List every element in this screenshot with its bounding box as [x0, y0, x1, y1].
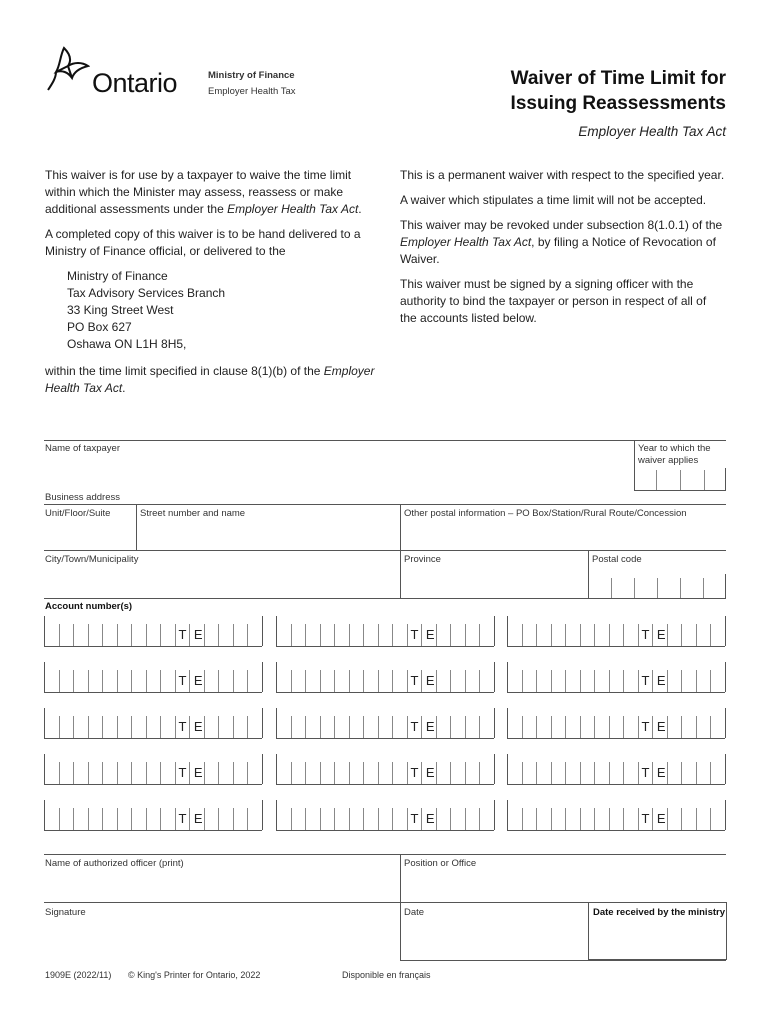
- account-number-field[interactable]: [44, 754, 262, 784]
- account-number-field[interactable]: [276, 662, 494, 692]
- te-suffix: T E: [410, 765, 437, 780]
- account-number-field[interactable]: [507, 800, 725, 830]
- postal-code-field[interactable]: [588, 574, 726, 598]
- instruction-time-limit: within the time limit specified in clause 8(1)(b) of the Employer Health Tax Act.: [45, 364, 375, 395]
- instructions-left: [45, 167, 375, 405]
- te-suffix: T E: [410, 719, 437, 734]
- te-suffix: T E: [641, 719, 668, 734]
- account-number-field[interactable]: [507, 662, 725, 692]
- other-postal-label: Other postal information – PO Box/Station/Rural Route/Concession: [404, 508, 687, 519]
- te-suffix: T E: [641, 673, 668, 688]
- mailing-address: Ministry of Finance Tax Advisory Services Branch 33 King Street West PO Box 627 Oshawa ON L1H 8H5,: [67, 269, 226, 351]
- postal-code-label: Postal code: [592, 554, 642, 565]
- form-title-line1: Waiver of Time Limit for: [510, 68, 726, 89]
- copyright: © King's Printer for Ontario, 2022: [128, 970, 261, 980]
- instruction-purpose: This waiver is for use by a taxpayer to waive the time limit within which the Minister may assess, reassess or make additional assessments under the Employer Health Tax Act.: [45, 168, 362, 216]
- year-label: Year to which the waiver applies: [638, 443, 711, 466]
- signature-field[interactable]: [44, 920, 400, 960]
- te-suffix: T E: [641, 765, 668, 780]
- account-number-field[interactable]: [507, 708, 725, 738]
- business-address-label: Business address: [45, 492, 120, 503]
- position-label: Position or Office: [404, 858, 477, 869]
- ontario-wordmark: Ontario: [92, 68, 178, 98]
- taxpayer-name-label: Name of taxpayer: [45, 443, 120, 454]
- french-availability: Disponible en français: [342, 970, 431, 980]
- form-title-line2: Issuing Reassessments: [510, 93, 726, 114]
- signature-label: Signature: [45, 907, 86, 918]
- ontario-logo: [44, 44, 194, 100]
- street-field[interactable]: [136, 522, 400, 550]
- trillium-icon: [44, 44, 90, 98]
- street-label: Street number and name: [140, 508, 246, 519]
- unit-label: Unit/Floor/Suite: [45, 508, 111, 519]
- form-subtitle: Employer Health Tax Act: [578, 124, 726, 139]
- te-suffix: T E: [178, 811, 205, 826]
- city-field[interactable]: [44, 568, 400, 598]
- year-field[interactable]: [634, 468, 726, 490]
- date-field[interactable]: [400, 920, 588, 960]
- account-number-field[interactable]: [507, 754, 725, 784]
- program-name: Employer Health Tax: [208, 86, 296, 97]
- officer-name-field[interactable]: [44, 872, 400, 902]
- te-suffix: T E: [410, 627, 437, 642]
- instruction-permanent: This is a permanent waiver with respect to the specified year.: [400, 168, 725, 182]
- instruction-revocation: This waiver may be revoked under subsection 8(1.0.1) of the Employer Health Tax Act, by filing a Notice of Revocation of Waiver.: [400, 218, 723, 266]
- province-field[interactable]: [400, 568, 588, 598]
- account-number-field[interactable]: [44, 662, 262, 692]
- unit-field[interactable]: [44, 522, 136, 550]
- account-number-field[interactable]: [507, 616, 725, 646]
- te-suffix: T E: [410, 811, 437, 826]
- officer-name-label: Name of authorized officer (print): [45, 858, 184, 869]
- other-postal-field[interactable]: [400, 522, 726, 550]
- account-number-field[interactable]: [276, 800, 494, 830]
- te-suffix: T E: [178, 673, 205, 688]
- te-suffix: T E: [641, 811, 668, 826]
- instruction-no-time-limit: A waiver which stipulates a time limit will not be accepted.: [400, 193, 707, 207]
- account-number-field[interactable]: [44, 616, 262, 646]
- account-number-field[interactable]: [44, 708, 262, 738]
- instructions-right: [400, 167, 726, 335]
- instruction-signing-officer: This waiver must be signed by a signing officer with the authority to bind the taxpayer or person in respect of all of the accounts listed below.: [400, 277, 707, 325]
- account-number-field[interactable]: [44, 800, 262, 830]
- account-number-field[interactable]: [276, 754, 494, 784]
- position-field[interactable]: [400, 872, 726, 902]
- city-label: City/Town/Municipality: [45, 554, 139, 565]
- te-suffix: T E: [178, 627, 205, 642]
- date-received-box: [588, 902, 727, 960]
- account-numbers-grid: [44, 616, 726, 836]
- instruction-delivery: A completed copy of this waiver is to be hand delivered to a Ministry of Finance official, or delivered to the: [45, 227, 361, 258]
- date-label: Date: [404, 907, 425, 918]
- ministry-name: Ministry of Finance: [208, 70, 295, 81]
- te-suffix: T E: [178, 719, 205, 734]
- form-number: 1909E (2022/11): [45, 970, 112, 980]
- date-received-label: Date received by the ministry: [593, 907, 725, 918]
- account-number-field[interactable]: [276, 708, 494, 738]
- province-label: Province: [404, 554, 441, 565]
- taxpayer-name-field[interactable]: [44, 456, 634, 488]
- account-numbers-label: Account number(s): [45, 601, 133, 612]
- te-suffix: T E: [641, 627, 668, 642]
- account-number-field[interactable]: [276, 616, 494, 646]
- te-suffix: T E: [410, 673, 437, 688]
- te-suffix: T E: [178, 765, 205, 780]
